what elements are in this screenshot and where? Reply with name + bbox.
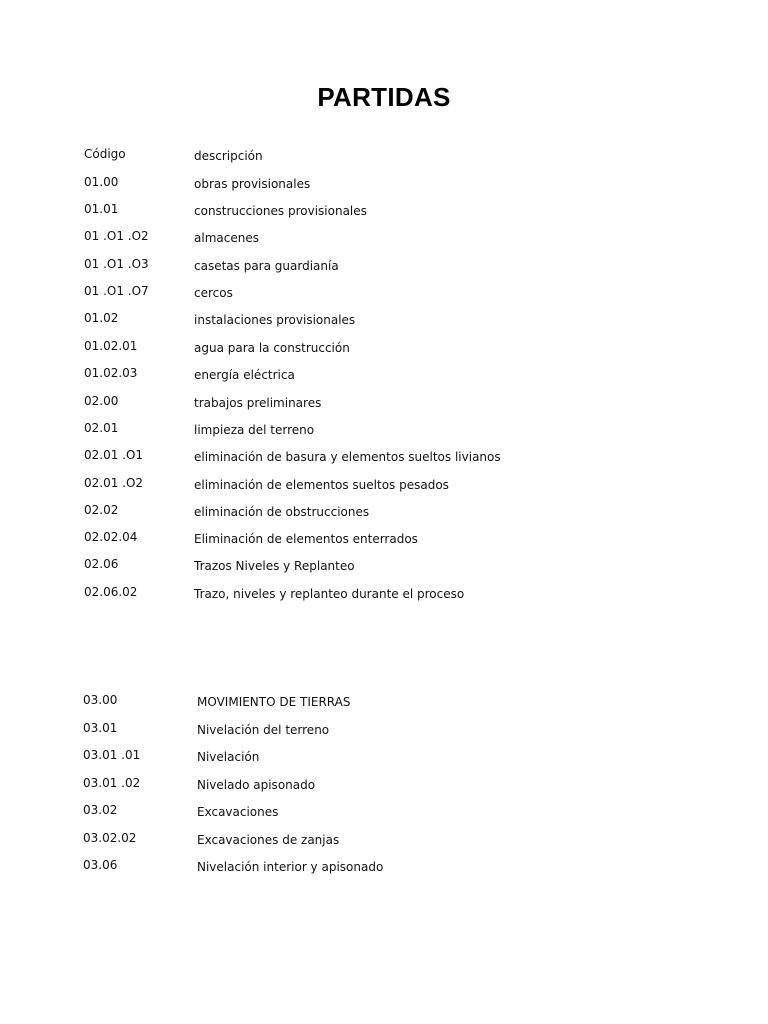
- description-column-header: descripción: [194, 149, 263, 163]
- item-description: instalaciones provisionales: [194, 313, 356, 327]
- item-code: 01 .O1 .O2: [84, 229, 149, 243]
- list-item: [84, 393, 684, 413]
- list-item: [84, 475, 684, 495]
- item-code: 02.06.02: [84, 585, 138, 599]
- item-code: 03.00: [83, 693, 118, 707]
- item-code: 03.01: [83, 721, 118, 735]
- item-code: 01.01: [84, 202, 119, 216]
- list-item: [84, 201, 684, 221]
- list-item: [83, 720, 683, 740]
- list-item: [84, 584, 684, 604]
- item-code: 03.06: [83, 858, 118, 872]
- item-description: trabajos preliminares: [194, 396, 322, 410]
- item-code: 01 .O1 .O7: [84, 284, 149, 298]
- item-description: Nivelación del terreno: [197, 723, 330, 737]
- item-description: agua para la construcción: [194, 341, 350, 355]
- item-description: Trazo, niveles y replanteo durante el proceso: [194, 587, 465, 601]
- item-description: Nivelación interior y apisonado: [197, 860, 384, 874]
- item-code: 03.02.02: [83, 831, 137, 845]
- list-item: [83, 802, 683, 822]
- item-code: 01 .O1 .O3: [84, 257, 149, 271]
- item-description: Excavaciones de zanjas: [197, 833, 340, 847]
- list-item: [83, 747, 683, 767]
- list-item: [83, 775, 683, 795]
- code-column-header: Código: [84, 147, 126, 161]
- item-description: limpieza del terreno: [194, 423, 315, 437]
- item-code: 02.02: [84, 503, 119, 517]
- item-code: 03.01 .01: [83, 748, 141, 762]
- item-code: 01.02.03: [84, 366, 138, 380]
- item-description: eliminación de basura y elementos sueltos livianos: [194, 450, 501, 464]
- list-item: [84, 502, 684, 522]
- list-item: [84, 529, 684, 549]
- list-item: [84, 256, 684, 276]
- list-item: [84, 338, 684, 358]
- list-item: [83, 692, 683, 712]
- list-item: [84, 556, 684, 576]
- item-code: 02.01: [84, 421, 119, 435]
- item-description: Trazos Niveles y Replanteo: [194, 559, 355, 573]
- page-title: PARTIDAS: [317, 82, 451, 112]
- item-description: Nivelación: [197, 750, 260, 764]
- list-item: [84, 420, 684, 440]
- item-description: eliminación de elementos sueltos pesados: [194, 478, 449, 492]
- item-description: energía eléctrica: [194, 368, 295, 382]
- list-item: [84, 365, 684, 385]
- header-row: [84, 146, 684, 166]
- item-description: obras provisionales: [194, 177, 311, 191]
- item-description: MOVIMIENTO DE TIERRAS: [197, 695, 351, 709]
- item-code: 01.00: [84, 175, 119, 189]
- list-item: [84, 283, 684, 303]
- item-code: 02.01 .O2: [84, 476, 144, 490]
- item-description: eliminación de obstrucciones: [194, 505, 370, 519]
- item-description: Nivelado apisonado: [197, 778, 316, 792]
- list-item: [83, 857, 683, 877]
- item-code: 02.06: [84, 557, 119, 571]
- list-item: [83, 830, 683, 850]
- item-description: casetas para guardianía: [194, 259, 339, 273]
- list-item: [84, 174, 684, 194]
- item-description: almacenes: [194, 231, 259, 245]
- list-item: [84, 310, 684, 330]
- item-description: Eliminación de elementos enterrados: [194, 532, 418, 546]
- item-code: 03.02: [83, 803, 118, 817]
- item-code: 02.01 .O1: [84, 448, 144, 462]
- list-item: [84, 228, 684, 248]
- item-code: 01.02.01: [84, 339, 138, 353]
- list-item: [84, 447, 684, 467]
- item-code: 03.01 .02: [83, 776, 141, 790]
- item-code: 02.02.04: [84, 530, 138, 544]
- item-code: 02.00: [84, 394, 119, 408]
- item-description: cercos: [194, 286, 233, 300]
- item-description: construcciones provisionales: [194, 204, 367, 218]
- item-code: 01.02: [84, 311, 119, 325]
- item-description: Excavaciones: [197, 805, 279, 819]
